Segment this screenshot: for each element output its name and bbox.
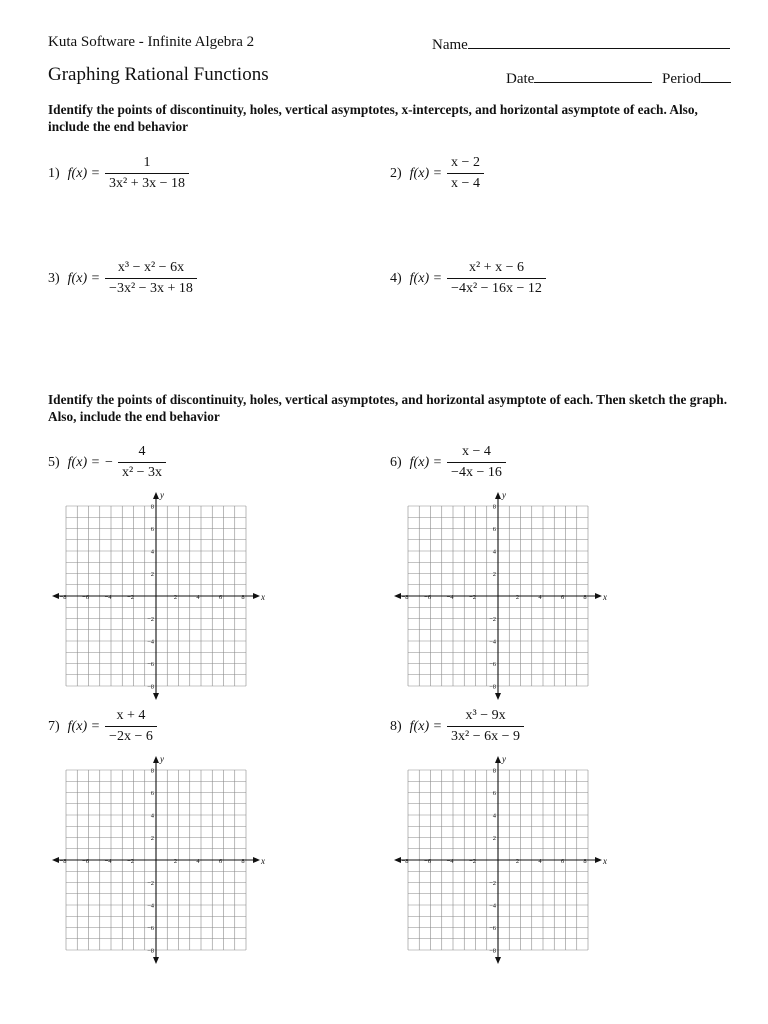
function-label: f(x) = — [409, 270, 443, 286]
problem-1 — [48, 155, 189, 192]
x-tick-label: 2 — [515, 594, 520, 601]
x-tick-label: −2 — [127, 594, 134, 601]
denominator: −2x − 6 — [105, 726, 157, 745]
y-tick-label: −4 — [489, 902, 496, 910]
x-axis-label: x — [603, 856, 607, 866]
problem-number: 2) — [390, 165, 402, 181]
x-tick-label: −8 — [401, 594, 409, 601]
problem-number: 4) — [390, 270, 402, 286]
y-tick-label: −2 — [147, 880, 154, 887]
function-label: f(x) = — [67, 454, 101, 470]
y-axis-arrow-down — [495, 693, 501, 700]
y-tick-label: −8 — [489, 947, 496, 955]
y-axis-arrow-up — [495, 756, 501, 763]
coordinate-plane — [392, 754, 607, 968]
x-axis-label: x — [261, 856, 265, 866]
x-axis-label: x — [261, 592, 265, 602]
numerator: x³ − x² − 6x — [117, 260, 185, 275]
problem-5 — [48, 444, 166, 481]
y-axis-arrow-down — [153, 693, 159, 700]
y-tick-label: 6 — [150, 790, 154, 797]
x-axis-arrow-left — [52, 857, 59, 863]
x-tick-label: 2 — [515, 858, 520, 865]
y-tick-label: 2 — [150, 835, 154, 842]
y-tick-label: −8 — [489, 683, 496, 691]
numerator: x + 4 — [116, 708, 146, 723]
period-field[interactable] — [662, 68, 731, 88]
problem-8 — [390, 708, 524, 745]
y-axis-label: y — [502, 754, 506, 764]
name-line[interactable] — [468, 34, 730, 49]
x-tick-label: −6 — [424, 594, 431, 601]
function-label: f(x) = — [67, 165, 101, 181]
x-axis-arrow-right — [595, 593, 602, 599]
x-tick-label: −2 — [127, 858, 134, 865]
y-axis-arrow-down — [495, 957, 501, 964]
y-tick-label: −6 — [147, 925, 154, 932]
function-label: f(x) = — [409, 165, 443, 181]
section1-instructions: Identify the points of discontinuity, holes, vertical asymptotes, x-intercepts, and horizontal asymptote of each. Also, include the end behavior — [48, 102, 698, 134]
numerator: x − 2 — [451, 155, 480, 170]
y-tick-label: −4 — [147, 902, 154, 910]
function-label: f(x) = — [67, 718, 101, 734]
denominator: 3x² − 6x − 9 — [447, 726, 524, 745]
x-axis-arrow-right — [253, 857, 260, 863]
x-tick-label: −4 — [104, 858, 112, 865]
y-tick-label: −6 — [489, 661, 496, 668]
y-tick-label: 2 — [492, 571, 496, 578]
y-tick-label: 4 — [492, 812, 496, 820]
x-tick-label: −6 — [82, 594, 89, 601]
x-tick-label: −8 — [59, 858, 67, 865]
denominator: x² − 3x — [118, 462, 166, 481]
y-tick-label: 2 — [150, 571, 154, 578]
problem-number: 6) — [390, 454, 402, 470]
function-label: f(x) = — [409, 454, 443, 470]
x-tick-label: 4 — [196, 594, 200, 601]
x-tick-label: 4 — [196, 858, 200, 865]
fraction — [447, 444, 506, 481]
x-tick-label: 8 — [241, 594, 245, 601]
date-field[interactable] — [506, 68, 652, 88]
y-tick-label: 8 — [492, 503, 496, 511]
fraction — [105, 155, 189, 192]
denominator: −3x² − 3x + 18 — [105, 278, 197, 297]
problem-7 — [48, 708, 157, 745]
y-tick-label: 2 — [492, 835, 496, 842]
y-tick-label: −6 — [489, 925, 496, 932]
y-axis-label: y — [160, 754, 164, 764]
x-axis-label: x — [603, 592, 607, 602]
denominator: x − 4 — [447, 173, 484, 192]
numerator: x³ − 9x — [465, 708, 506, 723]
y-tick-label: −2 — [147, 616, 154, 623]
problem-2 — [390, 155, 484, 192]
x-tick-label: 2 — [173, 594, 178, 601]
name-field[interactable] — [432, 34, 730, 54]
x-tick-label: −4 — [446, 594, 454, 601]
problem-number: 1) — [48, 165, 60, 181]
y-axis-arrow-up — [495, 492, 501, 499]
y-tick-label: −4 — [147, 638, 154, 646]
x-tick-label: 4 — [538, 594, 542, 601]
problem-number: 5) — [48, 454, 60, 470]
y-tick-label: 8 — [150, 503, 154, 511]
date-label: Date — [506, 71, 535, 87]
y-axis-arrow-down — [153, 957, 159, 964]
negative-sign: − — [105, 454, 113, 470]
x-axis-arrow-right — [595, 857, 602, 863]
fraction — [105, 260, 197, 297]
x-tick-label: −2 — [469, 594, 476, 601]
y-tick-label: −8 — [147, 683, 154, 691]
graph-grid-7[interactable] — [50, 754, 265, 968]
problem-6 — [390, 444, 506, 481]
x-tick-label: −4 — [104, 594, 112, 601]
name-label: Name — [432, 37, 468, 53]
section2-instructions: Identify the points of discontinuity, holes, vertical asymptotes, and horizontal asymptote of each. Then sketch the graph. Also, include the end behavior — [48, 392, 728, 424]
function-label: f(x) = — [409, 718, 443, 734]
fraction — [105, 708, 157, 745]
y-axis-arrow-up — [153, 492, 159, 499]
y-tick-label: 4 — [150, 812, 154, 820]
y-tick-label: 6 — [492, 790, 496, 797]
graph-grid-6[interactable] — [392, 490, 607, 704]
numerator: x² + x − 6 — [468, 260, 524, 275]
problem-4 — [390, 260, 546, 297]
page-title: Graphing Rational Functions — [48, 64, 269, 85]
y-tick-label: −4 — [489, 638, 496, 646]
y-axis-arrow-up — [153, 756, 159, 763]
date-line[interactable] — [534, 68, 652, 83]
x-tick-label: 8 — [583, 594, 587, 601]
y-tick-label: 6 — [492, 526, 496, 533]
numerator: 4 — [138, 444, 146, 459]
y-axis-label: y — [502, 490, 506, 500]
x-tick-label: 6 — [218, 858, 223, 865]
y-tick-label: 6 — [150, 526, 154, 533]
x-tick-label: −6 — [424, 858, 431, 865]
problem-number: 3) — [48, 270, 60, 286]
y-tick-label: −2 — [489, 616, 496, 623]
fraction — [118, 444, 166, 481]
x-tick-label: 6 — [560, 858, 565, 865]
x-tick-label: −4 — [446, 858, 454, 865]
y-tick-label: −2 — [489, 880, 496, 887]
y-tick-label: 4 — [492, 548, 496, 556]
numerator: 1 — [143, 155, 151, 170]
y-axis-label: y — [160, 490, 164, 500]
x-axis-arrow-left — [52, 593, 59, 599]
y-tick-label: −6 — [147, 661, 154, 668]
graph-grid-5[interactable] — [50, 490, 265, 704]
x-tick-label: 8 — [241, 858, 245, 865]
period-label: Period — [662, 71, 702, 87]
graph-grid-8[interactable] — [392, 754, 607, 968]
fraction — [447, 155, 484, 192]
fraction — [447, 260, 546, 297]
x-tick-label: 6 — [560, 594, 565, 601]
x-tick-label: −6 — [82, 858, 89, 865]
x-axis-arrow-left — [394, 857, 401, 863]
coordinate-plane — [50, 490, 265, 704]
denominator: −4x² − 16x − 12 — [447, 278, 546, 297]
y-tick-label: 8 — [150, 767, 154, 775]
x-tick-label: −2 — [469, 858, 476, 865]
problem-number: 7) — [48, 718, 60, 734]
y-tick-label: −8 — [147, 947, 154, 955]
denominator: 3x² + 3x − 18 — [105, 173, 189, 192]
period-line[interactable] — [701, 68, 731, 83]
x-tick-label: 8 — [583, 858, 587, 865]
numerator: x − 4 — [461, 444, 491, 459]
function-label: f(x) = — [67, 270, 101, 286]
problem-3 — [48, 260, 197, 297]
x-tick-label: 6 — [218, 594, 223, 601]
denominator: −4x − 16 — [447, 462, 506, 481]
x-axis-arrow-left — [394, 593, 401, 599]
y-tick-label: 4 — [150, 548, 154, 556]
problem-number: 8) — [390, 718, 402, 734]
coordinate-plane — [392, 490, 607, 704]
x-tick-label: −8 — [401, 858, 409, 865]
publisher: Kuta Software - Infinite Algebra 2 — [48, 34, 255, 50]
x-tick-label: 4 — [538, 858, 542, 865]
fraction — [447, 708, 524, 745]
y-tick-label: 8 — [492, 767, 496, 775]
x-axis-arrow-right — [253, 593, 260, 599]
x-tick-label: −8 — [59, 594, 67, 601]
x-tick-label: 2 — [173, 858, 178, 865]
coordinate-plane — [50, 754, 265, 968]
